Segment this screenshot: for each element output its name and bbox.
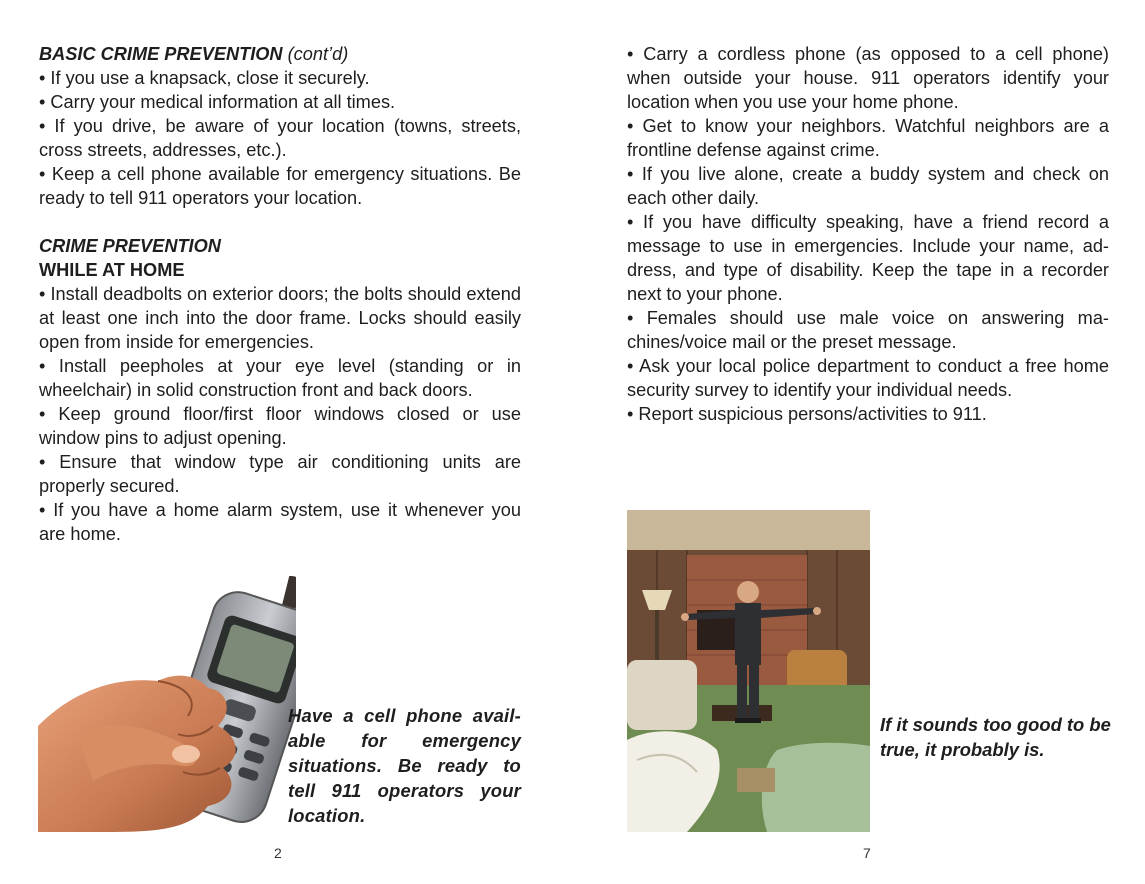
basic-crime-prevention-heading: BASIC CRIME PREVENTION (cont’d) bbox=[39, 44, 349, 64]
cell-phone-photo bbox=[38, 576, 296, 832]
bullet-item: • Ask your local police department to conduct a free home security survey to identify your individual needs. bbox=[627, 356, 1109, 400]
bullet-item: • If you have a home alarm system, use it whenever you are home. bbox=[39, 500, 521, 544]
bullet-item: • Carry a cordless phone (as opposed to a cell phone) when outside your house. 911 operators identify your location when you use your home phone. bbox=[627, 44, 1109, 112]
bullet-item: • Report suspicious persons/activities to 911. bbox=[627, 404, 987, 424]
living-room-photo bbox=[627, 510, 870, 832]
page-number: 2 bbox=[274, 845, 282, 861]
bullet-item: • Get to know your neighbors. Watchful neighbors are a frontline defense against crime. bbox=[627, 116, 1109, 160]
bullet-item: • If you live alone, create a buddy system and check on each other daily. bbox=[627, 164, 1109, 208]
right-text-column bbox=[627, 42, 1109, 426]
phone-caption: Have a cell phone avail-able for emergency situations. Be ready to tell 911 operators your location. bbox=[288, 705, 521, 826]
bullet-item: • Install deadbolts on exterior doors; the bolts should extend at least one inch into the door frame. Locks should easily open from inside for emergencies. bbox=[39, 284, 521, 352]
bullet-item: • Install peepholes at your eye level (standing or in wheelchair) in solid construction front and back doors. bbox=[39, 356, 521, 400]
bullet-item: • Females should use male voice on answering ma-chines/voice mail or the preset message. bbox=[627, 308, 1109, 352]
bullet-item: • If you use a knapsack, close it securely. bbox=[39, 68, 370, 88]
bullet-item: • Carry your medical information at all times. bbox=[39, 92, 396, 112]
bullet-item: • If you drive, be aware of your location (towns, streets, cross streets, addresses, etc.). bbox=[39, 116, 521, 160]
left-page bbox=[0, 0, 572, 884]
page-number: 7 bbox=[863, 845, 871, 861]
scam-caption: If it sounds too good to be true, it probably is. bbox=[880, 714, 1111, 760]
crime-prevention-home-heading: CRIME PREVENTION WHILE AT HOME bbox=[39, 236, 221, 280]
left-text-column bbox=[39, 42, 521, 546]
right-page bbox=[572, 0, 1145, 884]
bullet-item: • Keep ground floor/first floor windows closed or use window pins to adjust opening. bbox=[39, 404, 521, 448]
bullet-item: • If you have difficulty speaking, have a friend record a message to use in emergencies. Include your name, ad-dress, and type of disability. Keep the tape in a recorder next to your phone. bbox=[627, 212, 1109, 304]
bullet-item: • Ensure that window type air conditioning units are properly secured. bbox=[39, 452, 521, 496]
bullet-item: • Keep a cell phone available for emergency situations. Be ready to tell 911 operators your location. bbox=[39, 164, 521, 208]
